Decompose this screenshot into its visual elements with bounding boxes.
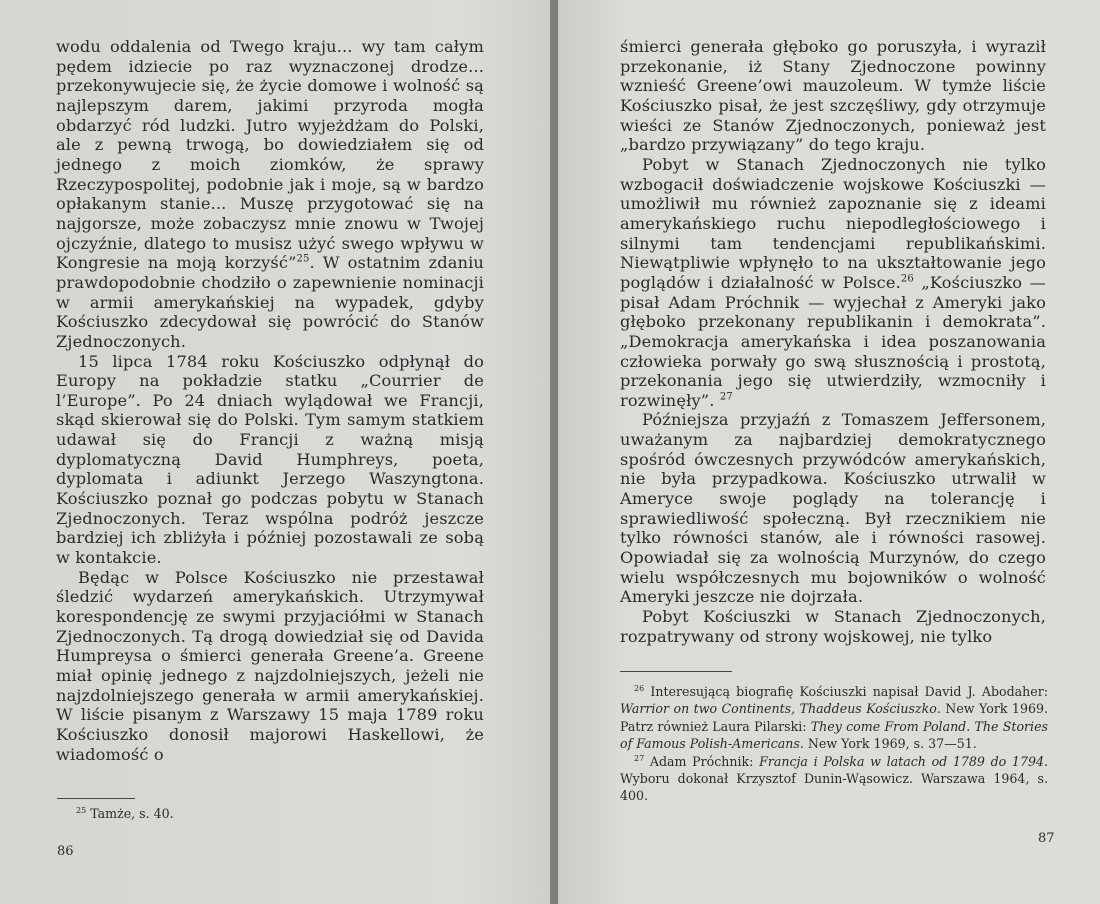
left-paragraph-2: 15 lipca 1784 roku Kościuszko odpłynął do Europy na pokładzie statku „Courrier de l’Europe”. Po 24 dniach wylądował we Francji, skąd skierował się do Polski. Tym samym statkiem udawał się do Francji z ważną misją dyplomatyczną David Humphreys, poeta, dyplomata i adiunkt Jerzego Waszyngtona. Kościuszko poznał go podczas pobytu w Stanach Zjednoczonych. Teraz wspólna podróż jeszcze bardziej ich zbliżyła i później pozostawali ze sobą w kontakcie. bbox=[56, 351, 484, 568]
right-paragraph-2: Pobyt w Stanach Zjednoczonych nie tylko wzbogacił doświadczenie wojskowe Kościuszki — umożliwił mu również zapoznanie się z ideami amerykańskiego ruchu niepodległościowego i silnymi tam tendencjami republikańskimi. Niewątpliwie wpłynęło to na ukształtowanie jego poglądów i działalność w Polsce.$^{26}$ „Kościuszko — pisał Adam Próchnik — wyjechał z Ameryki jako głęboko przekonany republikanin i demokrata”. „Demokracja amerykańska i idea poszanowania człowieka porwały go swą słusznością i prostotą, przekonania jego się utwierdziły, wzmocniły i rozwinęły”. $^{27}$ bbox=[620, 154, 1046, 410]
footnote-rule bbox=[620, 671, 732, 672]
footnote-27: $^{27}$ Adam Próchnik: Francja i Polska w latach od 1789 do 1794. Wyboru dokonał Krzysztof Dunin-Wąsowicz. Warszawa 1964, s. 400. bbox=[620, 753, 1048, 804]
right-paragraph-3: Późniejsza przyjaźń z Tomaszem Jeffersonem, uważanym za najbardziej demokratycznego spośród ówczesnych przywódców amerykańskich, nie była przypadkowa. Kościuszko utrwalił w Ameryce swoje poglądy na tolerancję i sprawiedliwość społeczną. Był rzecznikiem nie tylko równości stanów, ale i równości rasowej. Opowiadał się za wolnością Murzynów, do czego wielu współczesnych mu bojowników o wolność Ameryki jeszcze nie dojrzała. bbox=[620, 410, 1046, 607]
left-page-body bbox=[56, 37, 484, 764]
footnote-ref-25: 25 bbox=[296, 253, 310, 265]
footnote-rule bbox=[57, 798, 135, 799]
left-paragraph-3: Będąc w Polsce Kościuszko nie przestawał śledzić wydarzeń amerykańskich. Utrzymywał korespondencję ze swymi przyjaciółmi w Stanach Zjednoczonych. Tą drogą dowiedział się od Davida Humpreysa o śmierci generała Greene’a. Greene miał opinię jednego z najzdolniejszych, jeżeli nie najzdolniejszego generała w armii amerykańskiej. W liście pisanym z Warszawy 15 maja 1789 roku Kościuszko donosił majorowi Haskellowi, że wiadomość o bbox=[56, 567, 484, 764]
right-page-body bbox=[620, 37, 1046, 646]
left-footnotes bbox=[76, 805, 376, 822]
right-paragraph-4: Pobyt Kościuszki w Stanach Zjednoczonych, rozpatrywany od strony wojskowej, nie tylko bbox=[620, 607, 1046, 646]
page-number-left: 86 bbox=[57, 844, 74, 859]
footnote-ref-26: 26 bbox=[900, 273, 914, 285]
right-footnotes bbox=[620, 683, 1048, 805]
right-page bbox=[558, 0, 1100, 904]
footnote-25: $^{25}$ Tamże, s. 40. bbox=[76, 805, 174, 821]
right-paragraph-1: śmierci generała głęboko go poruszyła, i wyraził przekonanie, iż Stany Zjednoczone powinny wznieść Greene’owi mauzoleum. W tymże liście Kościuszko pisał, że jest szczęśliwy, gdy otrzymuje wieści ze Stanów Zjednoczonych, ponieważ jest „bardzo przywiązany” do tego kraju. bbox=[620, 37, 1046, 155]
left-paragraph-1: wodu oddalenia od Twego kraju... wy tam całym pędem idziecie po raz wyznaczonej drodze... przekonywujecie się, że życie domowe i wolność są najlepszym darem, jakimi przyroda mogła obdarzyć ród ludzki. Jutro wyjeżdżam do Polski, ale z pewną trwogą, bo dowiedziałem się od jednego z moich ziomków, że sprawy Rzeczypospolitej, podobnie jak i moje, są w bardzo opłakanym stanie... Muszę przygotować się na najgorsze, może zobaczysz mnie znowu w Twojej ojczyźnie, dlatego to musisz użyć swego wpływu w Kongresie na moją korzyść”$^{25}$. W ostatnim zdaniu prawdopodobnie chodziło o zapewnienie nominacji w armii amerykańskiej na wypadek, gdyby Kościuszko zdecydował się powrócić do Stanów Zjednoczonych. bbox=[56, 37, 484, 351]
footnote-26: $^{26}$ Interesującą biografię Kościuszki napisał David J. Abodaher: Warrior on two Continents, Thaddeus Kościuszko. New York 1969. Patrz również Laura Pilarski: They come From Poland. The Stories of Famous Polish-Americans. New York 1969, s. 37—51. bbox=[620, 683, 1048, 752]
footnote-ref-27: 27 bbox=[719, 391, 733, 403]
page-number-right: 87 bbox=[1038, 831, 1055, 846]
book-gutter bbox=[550, 0, 558, 904]
